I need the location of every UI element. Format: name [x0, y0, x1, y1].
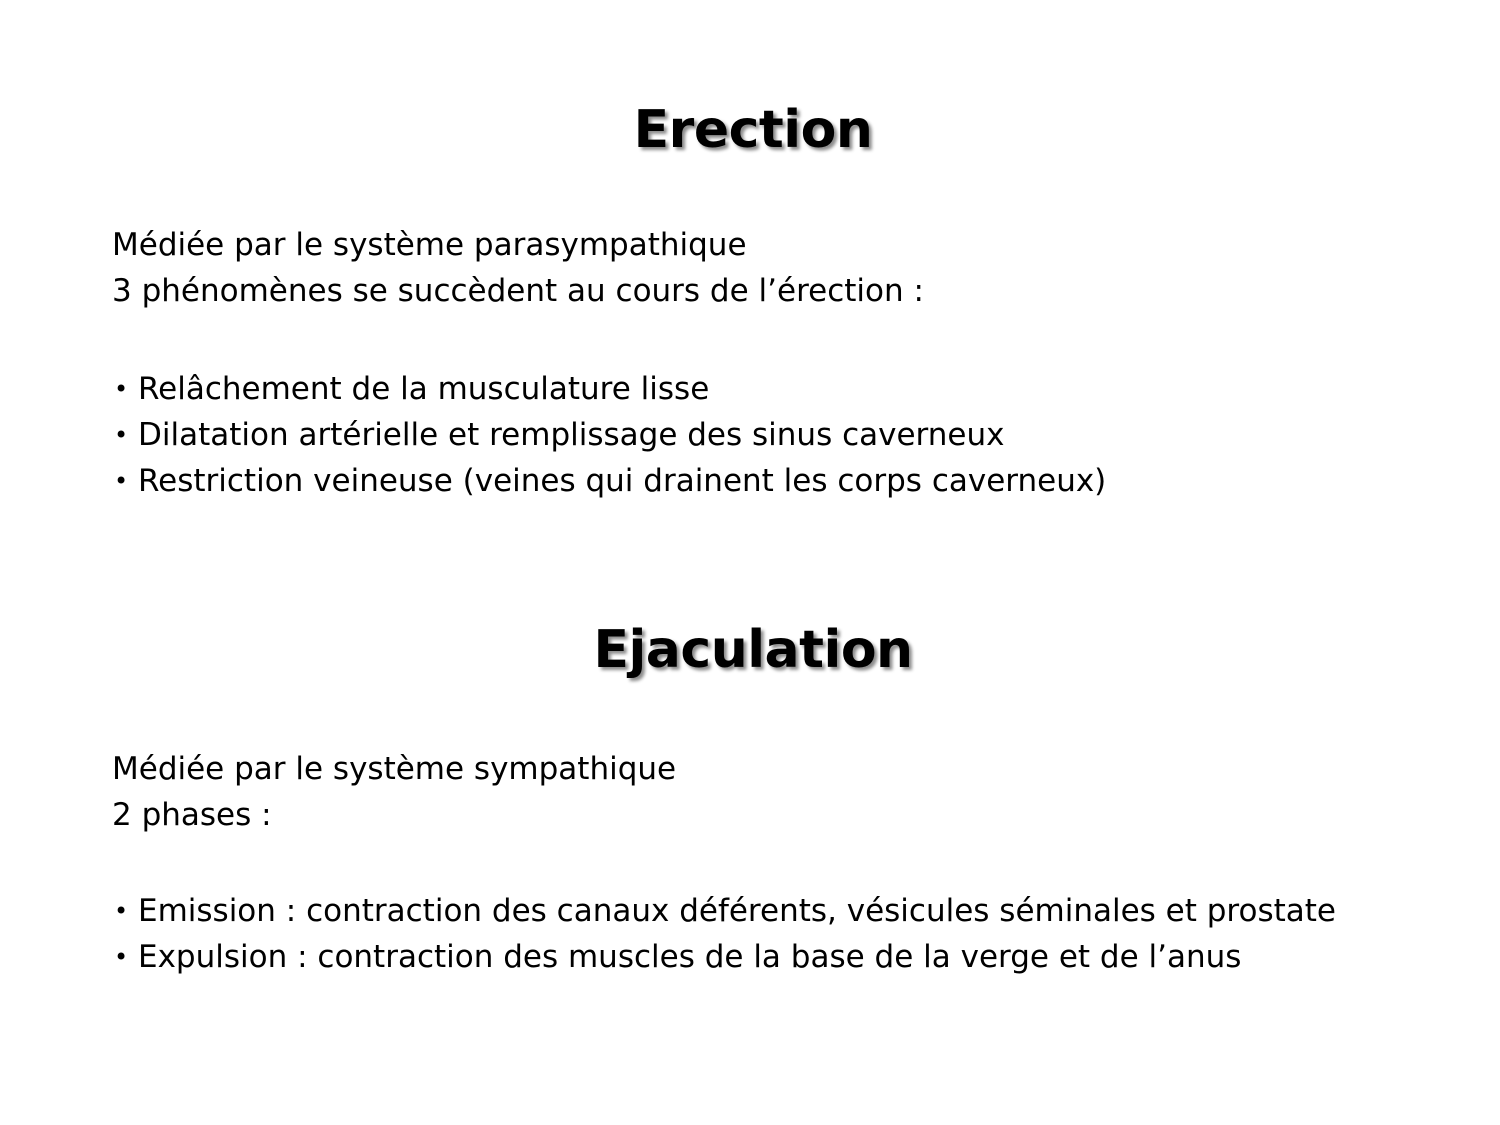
bullet-marker-icon: • — [114, 467, 129, 495]
list-item — [112, 888, 1442, 934]
list-item-label: Restriction veineuse (veines qui drainent les corps caverneux) — [138, 463, 1107, 499]
ejaculation-bullet-list — [112, 888, 1442, 980]
heading-erection — [0, 100, 1500, 160]
bullet-marker-icon: • — [114, 943, 129, 971]
erection-intro-line-2: 3 phénomènes se succèdent au cours de l’érection : — [112, 273, 924, 309]
bullet-marker-icon: • — [114, 897, 129, 925]
heading-erection-text: Erection — [633, 100, 873, 160]
list-item — [112, 412, 1442, 458]
bullet-marker-icon: • — [114, 375, 129, 403]
heading-ejaculation-text: Ejaculation — [593, 620, 913, 680]
ejaculation-intro-block — [112, 746, 1442, 838]
heading-ejaculation — [0, 620, 1500, 680]
list-item — [112, 366, 1442, 412]
ejaculation-intro-line-1: Médiée par le système sympathique — [112, 751, 677, 787]
bullet-marker-icon: • — [114, 421, 129, 449]
erection-intro-line-1: Médiée par le système parasympathique — [112, 227, 747, 263]
erection-intro-block — [112, 222, 1442, 314]
list-item-label: Emission : contraction des canaux déférents, vésicules séminales et prostate — [138, 893, 1336, 929]
list-item-label: Relâchement de la musculature lisse — [138, 371, 710, 407]
list-item-label: Dilatation artérielle et remplissage des sinus caverneux — [138, 417, 1005, 453]
list-item — [112, 458, 1442, 504]
ejaculation-intro-line-2: 2 phases : — [112, 797, 272, 833]
list-item — [112, 934, 1442, 980]
list-item-label: Expulsion : contraction des muscles de la base de la verge et de l’anus — [138, 939, 1242, 975]
erection-bullet-list — [112, 366, 1442, 504]
